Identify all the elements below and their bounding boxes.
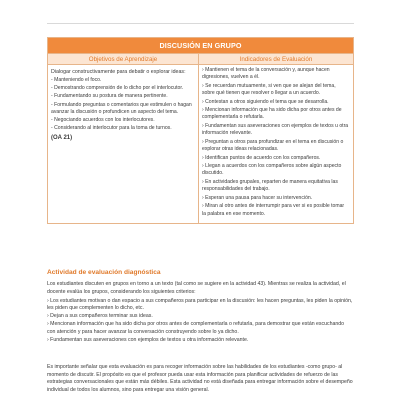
indicator-item: › Se recuerdan mutuamente, si ven que se alejan del tema, sobre qué tienen que resolver o llegar a un acuerdo. (202, 82, 336, 96)
indicator-item: › En actividades grupales, reparten de manera equitativa las responsabilidades del trabajo. (202, 178, 338, 193)
indicator-item: › Mantienen el tema de la conversación y, aunque hacen digresiones, vuelven a él. (202, 67, 330, 81)
objective-intro: Dialogar constructivamente para debatir o explorar ideas: (51, 69, 186, 75)
indicators-header: Indicadores de Evaluación (239, 56, 313, 63)
indicator-item: › Identifican puntos de acuerdo con los compañeros. (202, 154, 321, 161)
assessment-table (47, 37, 354, 224)
page-top-rule (47, 23, 354, 24)
table-body (48, 65, 353, 223)
indicator-item: › Llegan a acuerdos con los compañeros sobre algún aspecto discutido. (202, 163, 342, 177)
objective-item: - Demostrando comprensión de lo dicho por el interlocutor. (51, 85, 184, 92)
criteria-item: › Fundamentan sus aseveraciones con ejemplos de textos u otra información relevante. (47, 336, 249, 343)
indicator-item: › Preguntan a otros para profundizar en el tema en discusión o explorar otras ideas relacionadas. (202, 138, 344, 152)
criteria-item: › Los estudiantes motivan o dan espacio a sus compañeros para participar en la discusión: les hacen preguntas, les piden la opinión, les piden que complementen lo dicho, etc. (47, 298, 353, 312)
objective-code: (OA 21) (51, 135, 73, 142)
activity-title: Actividad de evaluación diagnóstica (47, 269, 161, 276)
objective-item: - Formulando preguntas o comentarios que estimulen o hagan avanzar la discusión o profundicen un aspecto del tema. (51, 101, 192, 115)
criteria-item: › Mencionan información que ha sido dicha por otros antes de complementarla o refutarla, para demostrar que están escuchando con atención y para hacer avanzar la conversación construyendo sobre lo ya dicho. (47, 321, 345, 335)
activity-closing: Es importante señalar que esta evaluación es para recoger información sobre las habilidades de los estudiantes -como grupo- al momento de discutir. El propósito es que el profesor pueda usar esta información para planificar actividades de refuerzo de las estrategias conversacionales que están más débiles. Esta actividad no está diseñada para entregar información sobre el desempeño individual de todos los alumnos, sino para entregar una visión general. (47, 364, 353, 393)
indicator-item: › Fundamentan sus aseveraciones con ejemplos de textos u otra información relevante. (202, 122, 349, 137)
objectives-header: Objetivos de Aprendizaje (48, 54, 199, 64)
criteria-list (47, 298, 353, 345)
table-title: DISCUSIÓN EN GRUPO (48, 38, 353, 53)
criteria-item: › Dejan a sus compañeros terminar sus ideas. (47, 313, 153, 320)
objective-item: - Fundamentando su postura de manera pertinente. (51, 93, 168, 100)
indicator-item: › Mencionan información que ha sido dicha por otros antes de complementarla o refutarla. (202, 107, 342, 121)
activity-intro: Los estudiantes discuten en grupos en torno a un texto (tal como se sugiere en la actividad 43). Mientras se realiza la actividad, el docente evalúa los grupos, considerando los siguientes criterios: (47, 281, 346, 295)
objective-item: - Considerando al interlocutor para la toma de turnos. (51, 125, 172, 132)
indicators-column (199, 65, 353, 223)
indicator-item: › Contestan a otros siguiendo el tema que se desarrolla. (202, 98, 329, 105)
table-header-row (48, 53, 353, 65)
objective-item: - Negociando acuerdos con los interlocutores. (51, 117, 155, 124)
indicator-item: › Esperan una pausa para hacer su intervención. (202, 194, 313, 201)
objectives-column (48, 65, 199, 223)
indicator-item: › Miran al otro antes de interrumpir para ver si es posible tomar la palabra en ese momento. (202, 203, 345, 217)
objective-item: - Manteniendo el foco. (51, 77, 102, 83)
